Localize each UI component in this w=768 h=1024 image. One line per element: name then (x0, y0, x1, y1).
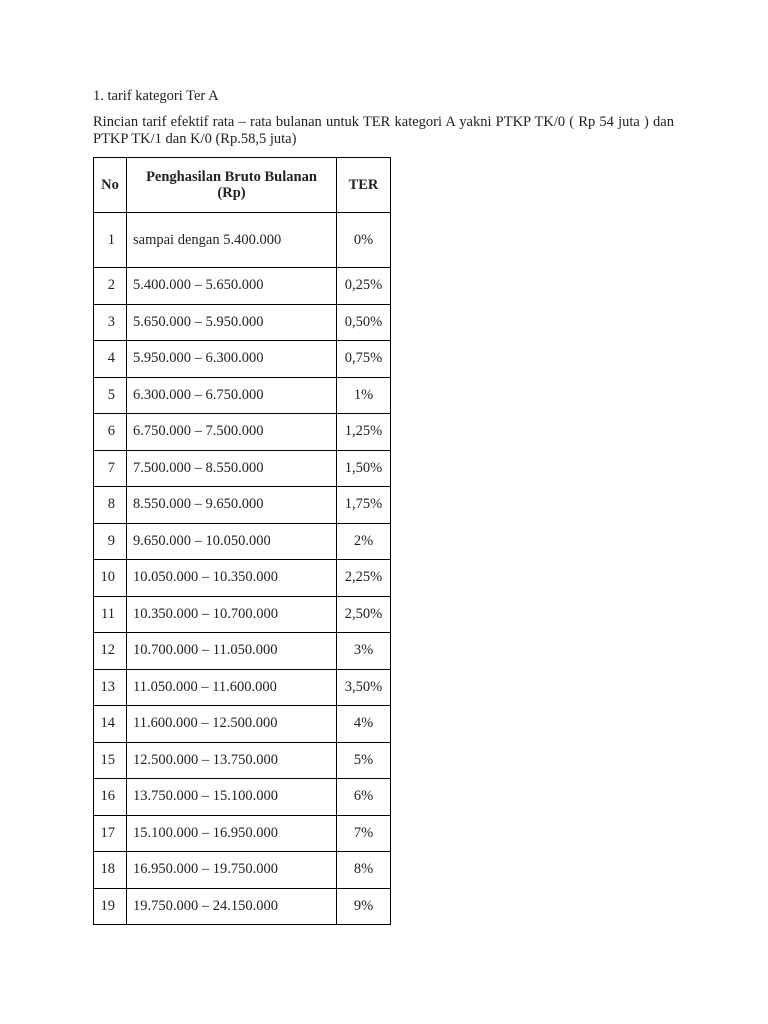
row-number: 6 (94, 414, 127, 451)
row-number: 1 (94, 213, 127, 268)
row-number: 16 (94, 779, 127, 816)
table-row (94, 523, 391, 560)
table-body (94, 213, 391, 925)
ter-rate-table (93, 157, 391, 925)
ter-rate: 6% (337, 779, 391, 816)
ter-rate: 0% (337, 213, 391, 268)
table-row (94, 450, 391, 487)
ter-rate: 0,50% (337, 304, 391, 341)
header-no: No (94, 158, 127, 213)
income-range: 6.750.000 – 7.500.000 (127, 414, 337, 451)
header-range: Penghasilan Bruto Bulanan (Rp) (127, 158, 337, 213)
ter-rate: 2,50% (337, 596, 391, 633)
table-row (94, 304, 391, 341)
table-row (94, 669, 391, 706)
table-row (94, 487, 391, 524)
income-range: 5.950.000 – 6.300.000 (127, 341, 337, 378)
ter-rate: 2% (337, 523, 391, 560)
income-range: 10.050.000 – 10.350.000 (127, 560, 337, 597)
ter-rate: 4% (337, 706, 391, 743)
row-number: 7 (94, 450, 127, 487)
table-row (94, 596, 391, 633)
table-row (94, 815, 391, 852)
section-heading: 1. tarif kategori Ter A (93, 88, 219, 104)
income-range: 10.350.000 – 10.700.000 (127, 596, 337, 633)
table-row (94, 341, 391, 378)
row-number: 13 (94, 669, 127, 706)
table-row (94, 560, 391, 597)
table-header-row (94, 158, 391, 213)
table-row (94, 377, 391, 414)
income-range: 5.650.000 – 5.950.000 (127, 304, 337, 341)
income-range: 19.750.000 – 24.150.000 (127, 888, 337, 925)
ter-rate: 0,25% (337, 268, 391, 305)
header-ter: TER (337, 158, 391, 213)
ter-rate: 5% (337, 742, 391, 779)
ter-rate: 1% (337, 377, 391, 414)
income-range: 10.700.000 – 11.050.000 (127, 633, 337, 670)
ter-rate: 2,25% (337, 560, 391, 597)
row-number: 5 (94, 377, 127, 414)
table-row (94, 742, 391, 779)
table-row (94, 414, 391, 451)
table-row (94, 852, 391, 889)
table-row (94, 268, 391, 305)
income-range: 7.500.000 – 8.550.000 (127, 450, 337, 487)
ter-rate: 3% (337, 633, 391, 670)
income-range: 16.950.000 – 19.750.000 (127, 852, 337, 889)
table-row (94, 779, 391, 816)
ter-rate: 7% (337, 815, 391, 852)
row-number: 4 (94, 341, 127, 378)
row-number: 10 (94, 560, 127, 597)
row-number: 8 (94, 487, 127, 524)
ter-rate: 1,75% (337, 487, 391, 524)
income-range: 6.300.000 – 6.750.000 (127, 377, 337, 414)
row-number: 11 (94, 596, 127, 633)
row-number: 3 (94, 304, 127, 341)
ter-rate: 3,50% (337, 669, 391, 706)
income-range: 9.650.000 – 10.050.000 (127, 523, 337, 560)
row-number: 19 (94, 888, 127, 925)
row-number: 14 (94, 706, 127, 743)
row-number: 12 (94, 633, 127, 670)
row-number: 15 (94, 742, 127, 779)
income-range: 8.550.000 – 9.650.000 (127, 487, 337, 524)
ter-rate: 1,50% (337, 450, 391, 487)
ter-rate: 0,75% (337, 341, 391, 378)
income-range: sampai dengan 5.400.000 (127, 213, 337, 268)
row-number: 2 (94, 268, 127, 305)
ter-rate: 8% (337, 852, 391, 889)
ter-rate: 9% (337, 888, 391, 925)
income-range: 11.600.000 – 12.500.000 (127, 706, 337, 743)
income-range: 11.050.000 – 11.600.000 (127, 669, 337, 706)
row-number: 17 (94, 815, 127, 852)
row-number: 9 (94, 523, 127, 560)
ter-rate: 1,25% (337, 414, 391, 451)
table-row (94, 706, 391, 743)
income-range: 5.400.000 – 5.650.000 (127, 268, 337, 305)
table-row (94, 888, 391, 925)
intro-paragraph: Rincian tarif efektif rata – rata bulanan untuk TER kategori A yakni PTKP TK/0 ( Rp 54 juta ) dan PTKP TK/1 dan K/0 (Rp.58,5 juta) (93, 114, 674, 147)
income-range: 13.750.000 – 15.100.000 (127, 779, 337, 816)
income-range: 12.500.000 – 13.750.000 (127, 742, 337, 779)
table-row (94, 213, 391, 268)
row-number: 18 (94, 852, 127, 889)
table-row (94, 633, 391, 670)
income-range: 15.100.000 – 16.950.000 (127, 815, 337, 852)
